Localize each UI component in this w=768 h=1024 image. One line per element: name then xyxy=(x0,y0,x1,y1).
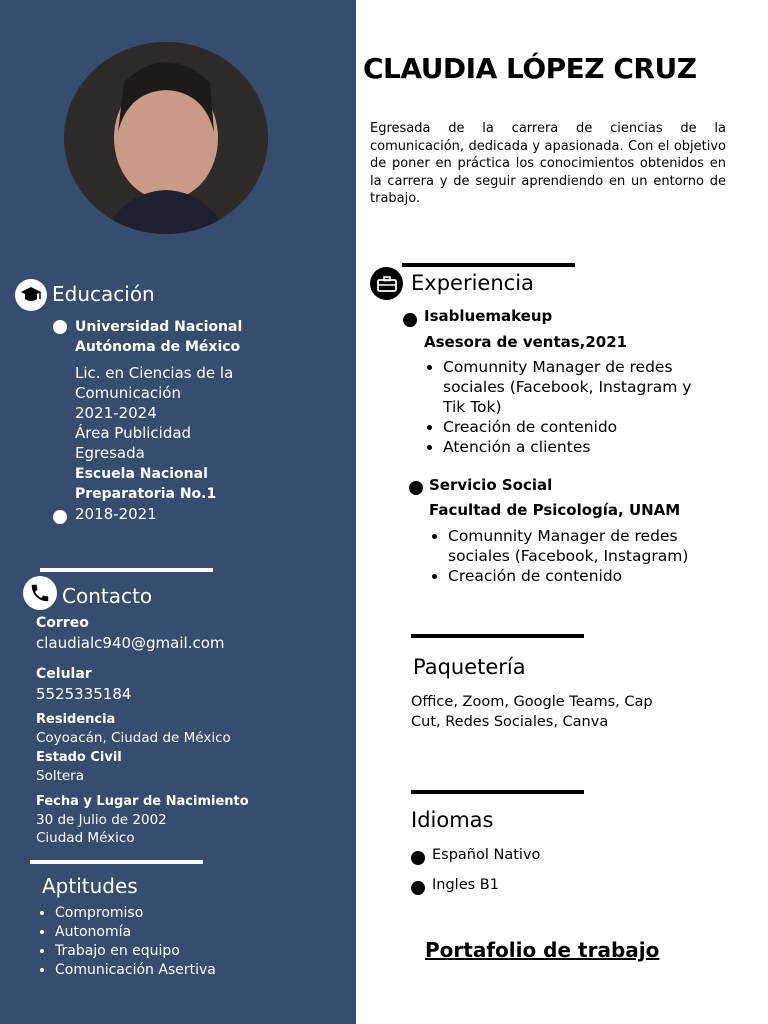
job1-company: Isabluemakeup xyxy=(424,307,553,325)
birth-place: Ciudad México xyxy=(36,830,135,846)
education-title: Educación xyxy=(52,282,155,306)
software-title: Paquetería xyxy=(413,655,526,679)
skill-item: • Comunicación Asertiva xyxy=(55,961,355,980)
section-divider xyxy=(411,790,584,794)
job-bullet xyxy=(403,313,417,327)
civil-status-label: Estado Civil xyxy=(36,750,122,765)
profile-summary: Egresada de la carrera de ciencias de la comunicación, dedicada y apasionada. Con el objetivo de poner en práctica los conocimientos obtenidos en la carrera y de seguir aprendiendo en un entorno de trabajo. xyxy=(370,121,726,206)
job2-duties xyxy=(429,526,710,586)
phone-icon xyxy=(23,576,57,610)
duty-item: • Comunnity Manager de redes sociales (Facebook, Instagram) xyxy=(448,526,710,566)
skill-item: • Trabajo en equipo xyxy=(55,942,355,961)
sidebar xyxy=(0,0,356,1024)
job1-role: Asesora de ventas,2021 xyxy=(424,333,628,351)
person-name: CLAUDIA LÓPEZ CRUZ xyxy=(363,52,697,85)
language-bullet xyxy=(411,851,425,865)
school1-line2: Autónoma de México xyxy=(75,339,241,355)
phone-label: Celular xyxy=(36,666,92,682)
profile-photo xyxy=(64,42,268,234)
language-bullet xyxy=(411,881,425,895)
birth-label: Fecha y Lugar de Nacimiento xyxy=(36,794,249,809)
email-value: claudialc940@gmail.com xyxy=(36,634,225,652)
software-list: Office, Zoom, Google Teams, Cap Cut, Redes Sociales, Canva xyxy=(411,694,653,730)
section-divider xyxy=(411,634,584,638)
civil-status-value: Soltera xyxy=(36,768,85,784)
skills-list xyxy=(36,904,355,980)
skill-item: • Compromiso xyxy=(55,904,355,923)
education-bullet xyxy=(53,510,67,524)
degree-line2: Comunicación xyxy=(75,384,181,402)
section-divider xyxy=(30,860,203,864)
duty-item: • Comunnity Manager de redes sociales (Facebook, Instagram y Tik Tok) xyxy=(443,357,705,417)
residence-label: Residencia xyxy=(36,712,116,727)
language-item: Ingles B1 xyxy=(432,877,499,893)
duty-item: • Creación de contenido xyxy=(443,417,705,437)
experience-title: Experiencia xyxy=(411,271,534,295)
degree-years: 2021-2024 xyxy=(75,404,157,422)
school1-line1: Universidad Nacional xyxy=(75,319,243,335)
job2-company: Servicio Social xyxy=(429,476,553,494)
graduation-cap-icon xyxy=(15,279,47,311)
school2-line1: Escuela Nacional xyxy=(75,466,208,482)
email-label: Correo xyxy=(36,615,89,631)
section-divider xyxy=(402,263,575,267)
briefcase-icon xyxy=(370,267,403,300)
school2-line2: Preparatoria No.1 xyxy=(75,486,217,502)
residence-value: Coyoacán, Ciudad de México xyxy=(36,730,231,746)
portfolio-link[interactable]: Portafolio de trabajo xyxy=(425,938,660,962)
degree-area: Área Publicidad xyxy=(75,424,192,442)
education-bullet xyxy=(53,320,67,334)
birth-date: 30 de Julio de 2002 xyxy=(36,812,167,828)
degree-status: Egresada xyxy=(75,444,145,462)
degree-line1: Lic. en Ciencias de la xyxy=(75,364,234,382)
languages-title: Idiomas xyxy=(411,808,494,832)
section-divider xyxy=(40,568,213,572)
contact-title: Contacto xyxy=(62,584,153,608)
phone-value: 5525335184 xyxy=(36,685,132,703)
job1-duties xyxy=(424,357,705,457)
job2-role: Facultad de Psicología, UNAM xyxy=(429,501,681,519)
language-item: Español Nativo xyxy=(432,847,541,863)
skill-item: • Autonomía xyxy=(55,923,355,942)
skills-title: Aptitudes xyxy=(42,874,138,898)
job-bullet xyxy=(409,481,423,495)
school2-years: 2018-2021 xyxy=(75,505,157,523)
duty-item: • Creación de contenido xyxy=(448,566,710,586)
duty-item: • Atención a clientes xyxy=(443,437,705,457)
